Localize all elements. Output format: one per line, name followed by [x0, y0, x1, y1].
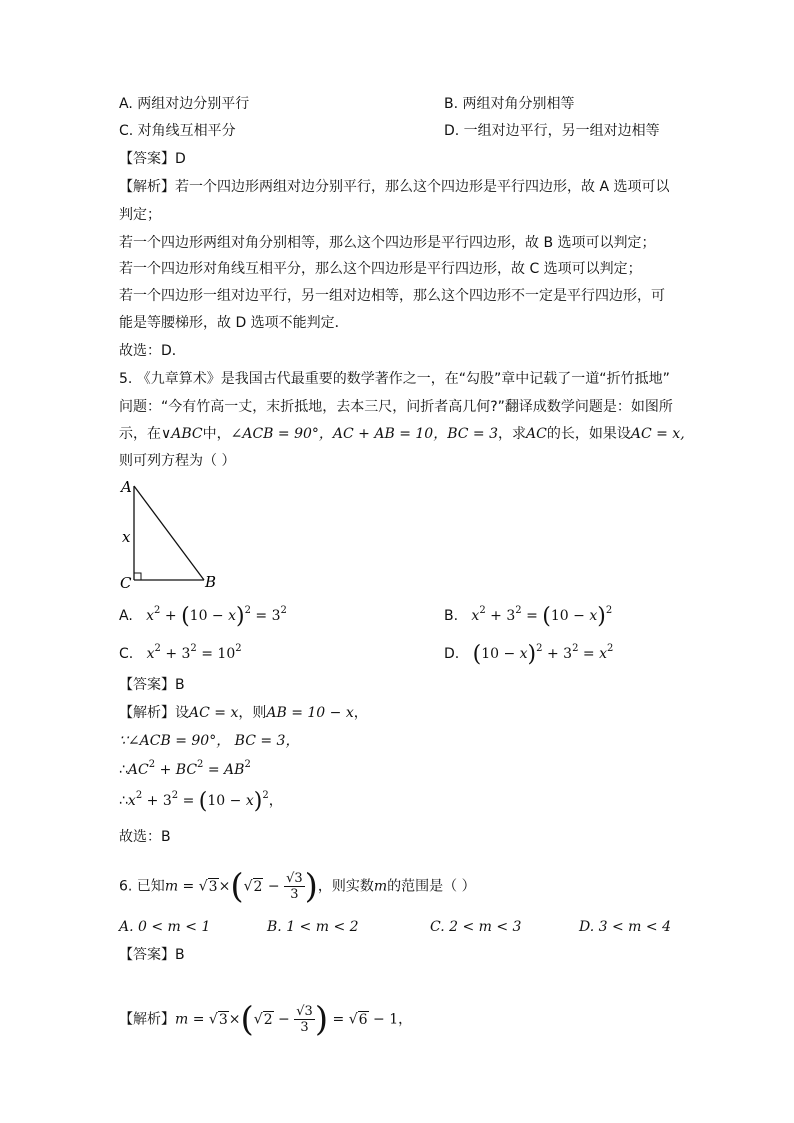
- option-label: C.: [119, 646, 134, 662]
- q4-analysis-line-3: 若一个四边形两组对角分别相等，那么这个四边形是平行四边形，故 B 选项可以判定；: [119, 235, 656, 251]
- option-label: D.: [444, 646, 460, 662]
- q6-stem: 6. 已知m = √3×(√2 − $\frac{√3}{3}$ )，则实数m的范围是（ ）: [119, 866, 476, 907]
- therefore-symbol: ∴: [119, 793, 128, 809]
- option-label: A.: [119, 608, 133, 624]
- q5-stem-line-3: [119, 424, 685, 444]
- side-ab: [134, 486, 204, 580]
- q5-triangle-name: ∨ABC: [161, 426, 203, 442]
- q6-option-b: B. 1 < m < 2: [267, 919, 359, 935]
- q6-variable-m: m: [373, 878, 388, 895]
- q6-stem-text: 6. 已知: [119, 878, 165, 895]
- therefore-symbol: ∴: [119, 762, 128, 778]
- q5-stem-line-4: 则可列方程为（ ）: [119, 453, 236, 469]
- q5-analysis-line-4: $\therefore x^2 + 3^2 = (10 - x)^2$，: [119, 789, 283, 814]
- q4-analysis-line-4: 若一个四边形对角线互相平分，那么这个四边形是平行四边形，故 C 选项可以判定；: [119, 261, 642, 277]
- q4-option-d: D. 一组对边平行，另一组对边相等: [444, 123, 660, 139]
- q6-stem-text: ，则实数: [317, 878, 374, 895]
- analysis-math: AC = x: [189, 705, 239, 721]
- q4-analysis-line-1: 【解析】若一个四边形两组对边分别平行，那么这个四边形是平行四边形，故 A 选项可以: [119, 179, 670, 195]
- q4-analysis-line-5: 若一个四边形一组对边平行，另一组对边相等，那么这个四边形不一定是平行四边形，可: [119, 288, 665, 304]
- q5-option-b: B. $x^2 + 3^2 = (10 - x)^2$: [444, 604, 613, 629]
- q4-conclusion: 故选：D．: [119, 343, 186, 359]
- q5-stem-line-2: 问题：“今有竹高一丈，末折抵地，去本三尺，问折者高几何?”翻译成数学问题是：如图所: [119, 399, 673, 415]
- q5-stem-text: 示，在: [119, 426, 161, 442]
- q4-analysis-line-6: 能是等腰梯形，故 D 选项不能判定．: [119, 315, 349, 331]
- q5-option-c: C. $x^2 + 3^2 = 10^2$: [119, 643, 242, 662]
- q5-ac: AC: [526, 426, 547, 442]
- q6-option-d: D. 3 < m < 4: [579, 919, 671, 935]
- q6-option-a: A. 0 < m < 1: [119, 919, 211, 935]
- q5-option-d: D. $(10 - x)^2 + 3^2 = x^2$: [444, 642, 614, 667]
- right-angle-mark: [134, 573, 141, 580]
- q4-option-c: C. 对角线互相平分: [119, 123, 236, 139]
- q4-option-b: B. 两组对角分别相等: [444, 96, 575, 112]
- q6-analysis-line-1: 【解析】m = √3×(√2 − $\frac{√3}{3}$ ) = √6 − 1，: [119, 999, 413, 1040]
- label-a: A: [121, 478, 132, 496]
- analysis-math: AB = 10 − x: [266, 705, 354, 721]
- q5-option-a: A. $x^2 + (10 - x)^2 = 3^2$: [119, 604, 287, 629]
- q5-stem-text: 中，: [202, 426, 231, 442]
- analysis-label: 【解析】设: [119, 705, 189, 721]
- analysis-label: 【解析】: [119, 1011, 175, 1028]
- q5-analysis-line-1: [119, 703, 368, 723]
- analysis-text: ，则: [238, 705, 267, 721]
- q4-answer: 【答案】D: [119, 151, 186, 167]
- q5-analysis-line-2: ∵∠ACB = 90°， BC = 3，: [119, 733, 300, 749]
- q5-stem-line-1: 5. 《九章算术》是我国古代最重要的数学著作之一，在“勾股”章中记载了一道“折竹抵地”: [119, 371, 670, 387]
- q4-analysis-line-2: 判定；: [119, 207, 161, 223]
- label-c: C: [120, 574, 132, 591]
- q5-answer: 【答案】B: [119, 677, 185, 693]
- q5-set-ac: AC = x,: [630, 426, 685, 442]
- option-label: B.: [444, 608, 459, 624]
- q4-option-a: A. 两组对边分别平行: [119, 96, 250, 112]
- q5-analysis-line-3: $\therefore AC^2 + BC^2 = AB^2$: [119, 759, 251, 778]
- label-b: B: [205, 573, 217, 591]
- analysis-text: ，: [353, 705, 368, 721]
- q6-option-c: C. 2 < m < 3: [430, 919, 522, 935]
- label-x: x: [122, 528, 131, 546]
- q5-stem-text: 的长，如果设: [546, 426, 631, 442]
- q5-conclusion: 故选：B: [119, 829, 171, 845]
- q6-answer: 【答案】B: [119, 947, 185, 963]
- q5-stem-text: ，求: [498, 426, 527, 442]
- q6-stem-text: 的范围是（ ）: [387, 878, 476, 895]
- q5-triangle-figure: [112, 476, 222, 591]
- q5-conditions: ∠ACB = 90°，AC + AB = 10，BC = 3: [230, 426, 499, 442]
